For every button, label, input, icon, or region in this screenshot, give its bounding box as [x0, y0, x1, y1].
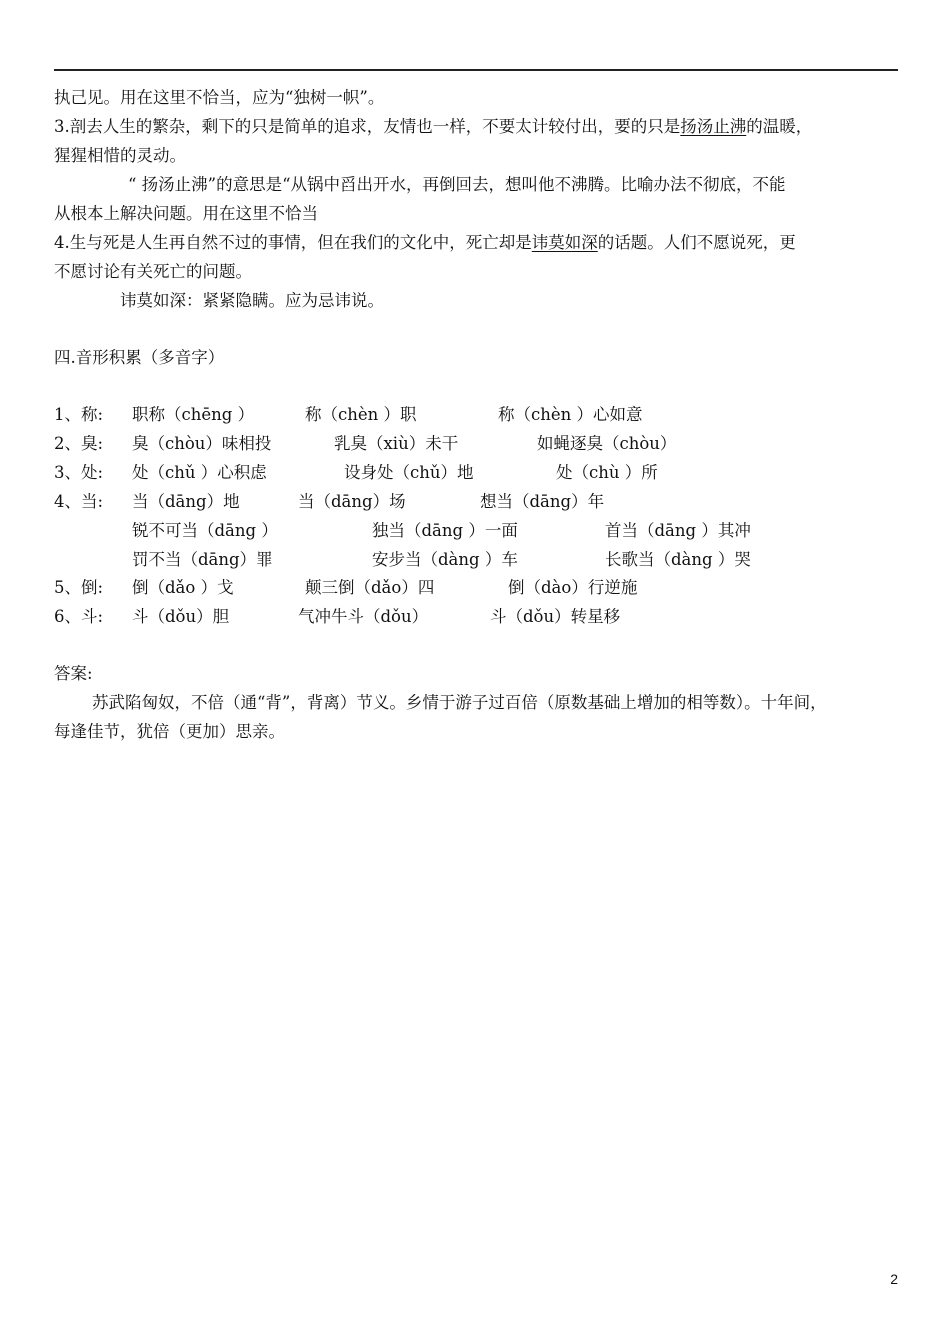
text-line: 讳莫如深：紧紧隐瞒。应为忌讳说。	[120, 291, 384, 310]
text-line: 从根本上解决问题。用在这里不恰当	[54, 204, 318, 223]
polyphone-row	[0, 490, 950, 516]
row-label: 6、斗:	[54, 607, 104, 626]
text-line: “ 扬汤止沸”的意思是“从锅中舀出开水，再倒回去，想叫他不沸腾。比喻办法不彻底，不能	[128, 175, 786, 194]
row-cell: 斗（dǒu）胆	[132, 607, 230, 626]
row-cell: 处（chù ）所	[556, 463, 658, 482]
text-line	[54, 115, 812, 139]
polyphone-row	[0, 432, 950, 458]
row-cell: 设身处（chǔ）地	[344, 463, 474, 482]
row-cell: 称（chèn ）心如意	[498, 405, 643, 424]
row-cell: 斗（dǒu）转星移	[490, 607, 621, 626]
answer-text: 每逢佳节，犹倍（更加）思亲。	[54, 722, 285, 741]
row-cell: 想当（dāng）年	[480, 492, 605, 511]
row-cell: 处（chǔ ）心积虑	[132, 463, 267, 482]
row-cell: 当（dāng）场	[298, 492, 406, 511]
row-cell: 如蝇逐臭（chòu）	[537, 434, 677, 453]
header-rule	[54, 69, 898, 71]
row-cell: 乳臭（xiù）未干	[334, 434, 459, 453]
underlined-idiom: 扬汤止沸	[680, 117, 747, 136]
polyphone-row	[0, 461, 950, 487]
row-cell: 独当（dāng ）一面	[372, 521, 518, 540]
page-number: 2	[890, 1271, 898, 1287]
row-cell: 锐不可当（dāng ）	[132, 521, 278, 540]
row-cell: 职称（chēng ）	[132, 405, 255, 424]
row-cell: 颠三倒（dǎo）四	[305, 578, 435, 597]
text-line: 执己见。用在这里不恰当，应为“独树一帜”。	[54, 88, 385, 107]
row-cell: 气冲牛斗（dǒu）	[298, 607, 429, 626]
polyphone-row	[0, 403, 950, 429]
row-cell: 罚不当（dāng）罪	[132, 550, 273, 569]
text-line: 不愿讨论有关死亡的问题。	[54, 262, 252, 281]
row-label: 4、当:	[54, 492, 104, 511]
row-cell: 当（dāng）地	[132, 492, 240, 511]
row-cell: 安步当（dàng ）车	[372, 550, 518, 569]
text-segment: 3.剖去人生的繁杂，剩下的只是简单的追求，友情也一样，不要太计较付出，要的只是	[54, 117, 681, 136]
row-label: 5、倒:	[54, 578, 104, 597]
row-cell: 首当（dāng ）其冲	[605, 521, 751, 540]
text-segment: 的话题。人们不愿说死，更	[597, 233, 796, 252]
text-line: 猩猩相惜的灵动。	[54, 146, 186, 165]
row-label: 1、称:	[54, 405, 104, 424]
polyphone-row	[0, 519, 950, 545]
row-cell: 臭（chòu）味相投	[132, 434, 272, 453]
underlined-idiom: 讳莫如深	[531, 233, 598, 252]
answer-title: 答案:	[54, 664, 93, 683]
answer-text: 苏武陷匈奴，不倍（通“背”，背离）节义。乡情于游子过百倍（原数基础上增加的相等数）。十年间，	[92, 693, 827, 712]
text-segment: 4.生与死是人生再自然不过的事情，但在我们的文化中，死亡却是	[54, 233, 532, 252]
row-cell: 倒（dào）行逆施	[508, 578, 638, 597]
row-cell: 长歌当（dàng ）哭	[605, 550, 751, 569]
row-cell: 倒（dǎo ）戈	[132, 578, 234, 597]
row-label: 3、处:	[54, 463, 104, 482]
polyphone-row	[0, 605, 950, 631]
row-label: 2、臭:	[54, 434, 104, 453]
polyphone-row	[0, 576, 950, 602]
text-segment: 的温暖，	[746, 117, 813, 136]
section-title: 四.音形积累（多音字）	[54, 348, 225, 367]
polyphone-row	[0, 548, 950, 574]
row-cell: 称（chèn ）职	[305, 405, 417, 424]
text-line	[54, 231, 796, 255]
